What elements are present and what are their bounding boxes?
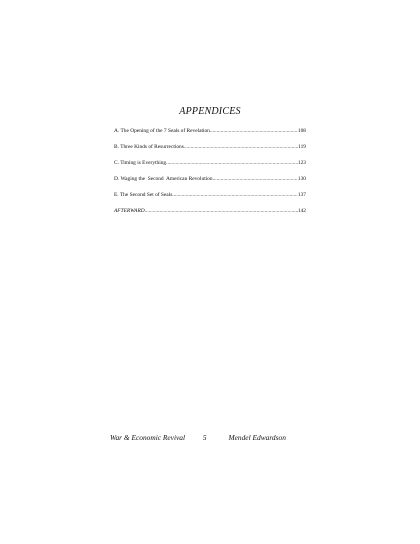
section-heading: APPENDICES — [179, 106, 241, 117]
toc-entry-title: B. Three Kinds of Resurrections — [114, 144, 184, 150]
toc-entry-a — [114, 127, 306, 143]
toc-entry-afterward — [114, 207, 306, 223]
toc-entry-title: E. The Second Set of Seals — [114, 192, 173, 198]
toc-entry-page: 130 — [297, 176, 306, 182]
toc-entry-page: 123 — [297, 160, 306, 166]
dot-leader — [145, 207, 298, 215]
dot-leader — [172, 191, 298, 199]
toc-entry-title: AFTERWARD — [114, 208, 145, 214]
toc-entry-b — [114, 143, 306, 159]
toc-entry-c — [114, 159, 306, 175]
toc-entry-page: 142 — [297, 208, 306, 214]
toc-entry-page: 108 — [297, 128, 306, 134]
dot-leader — [166, 159, 298, 167]
toc-entry-d — [114, 175, 306, 191]
footer-page-number: 5 — [202, 433, 207, 442]
dot-leader — [184, 143, 298, 151]
toc-entry-page: 137 — [297, 192, 306, 198]
page-footer — [110, 433, 310, 442]
footer-author: Mendel Edwardson — [228, 433, 286, 442]
footer-book-title: War & Economic Revival — [110, 433, 186, 442]
dot-leader — [213, 175, 298, 183]
toc-entry-title: C. Timing is Everything — [114, 160, 167, 166]
toc-entry-e — [114, 191, 306, 207]
toc-entry-page: 119 — [298, 144, 306, 150]
dot-leader — [210, 127, 298, 135]
toc-entry-title: A. The Opening of the 7 Seals of Revelation — [114, 128, 210, 134]
toc-entry-title: D. Waging the Second American Revolution — [114, 176, 213, 182]
table-of-contents — [114, 127, 306, 223]
